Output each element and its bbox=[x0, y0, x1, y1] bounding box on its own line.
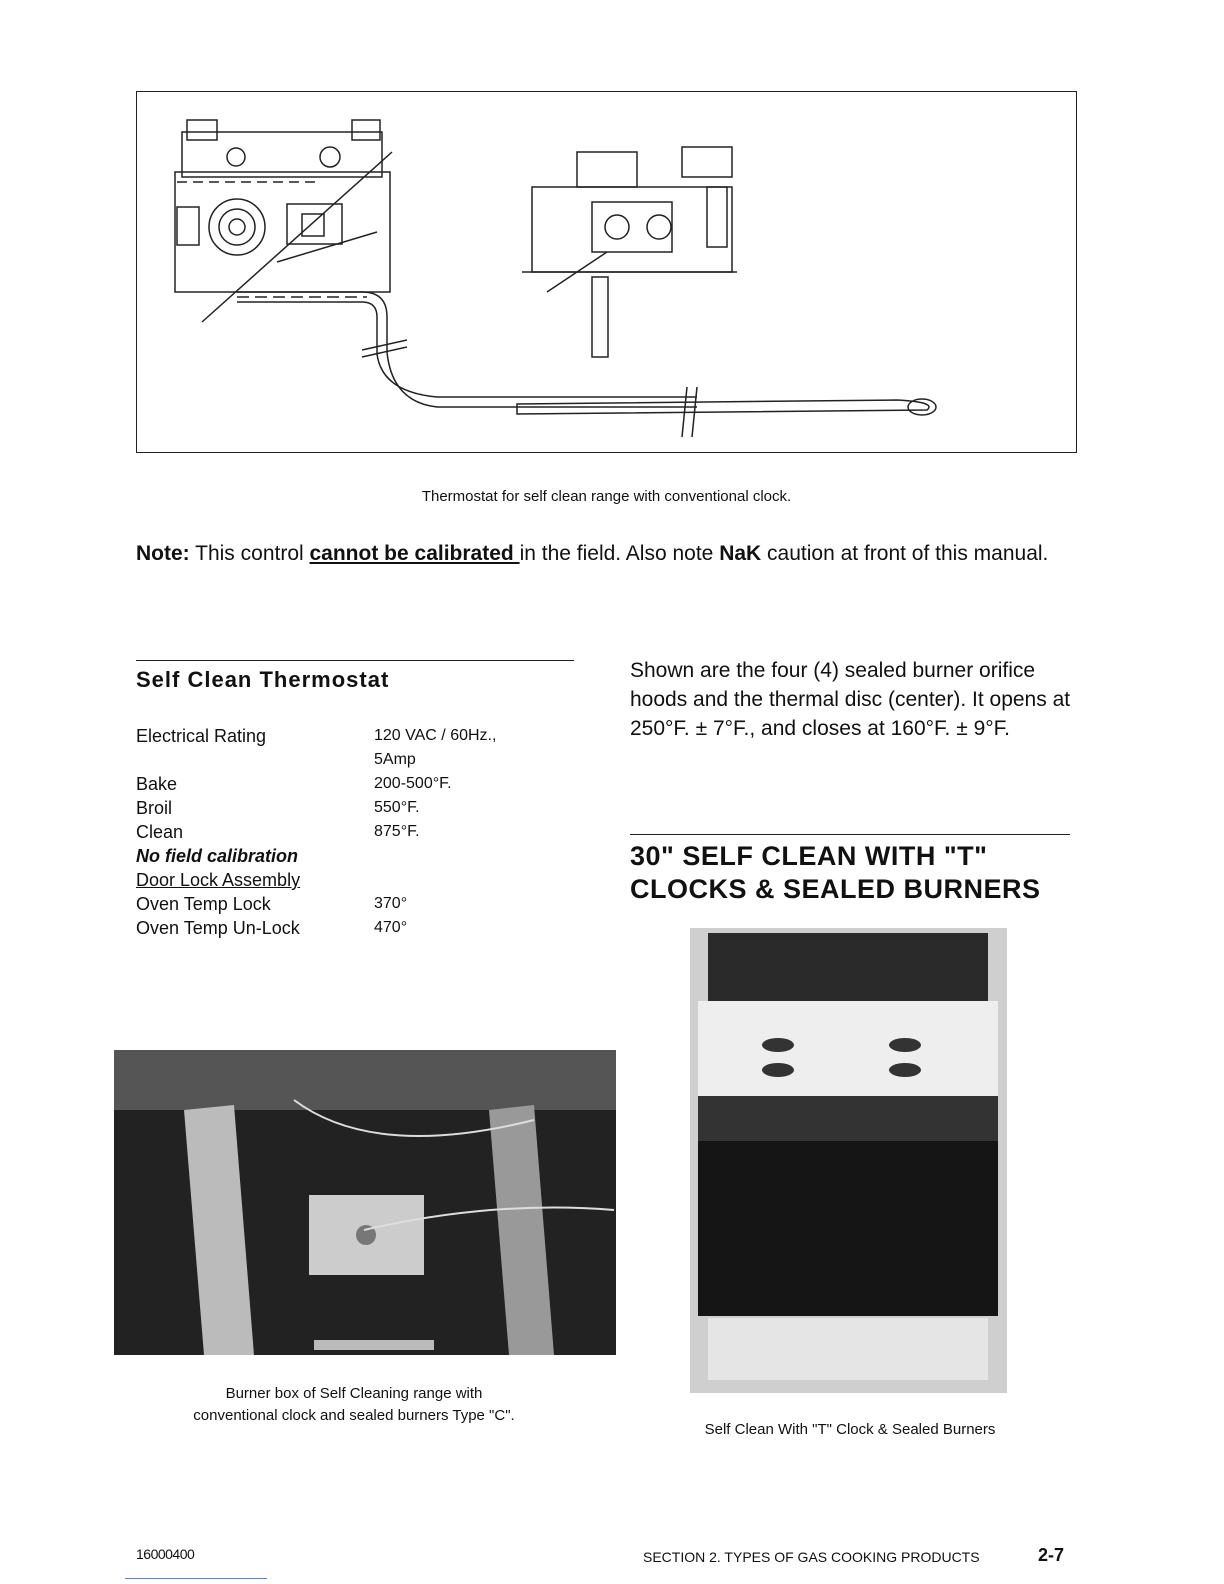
spec-row: Oven Temp Un-Lock 470° bbox=[136, 918, 408, 938]
spec-divider bbox=[136, 660, 574, 661]
thermostat-diagram-frame bbox=[136, 91, 1077, 453]
sealed-burner-description: Shown are the four (4) sealed burner orifice hoods and the thermal disc (center). It opens at 250°F. ± 7°F., and closes at 160°F. ± 9°F. bbox=[630, 659, 1071, 740]
section-footer: SECTION 2. TYPES OF GAS COOKING PRODUCTS bbox=[643, 1549, 980, 1565]
spec-title: Self Clean Thermostat bbox=[136, 667, 390, 692]
spec-row: Broil 550°F. bbox=[136, 798, 420, 818]
spec-row: Electrical Rating 120 VAC / 60Hz., bbox=[136, 726, 497, 746]
note-label: Note: bbox=[136, 542, 190, 565]
page-number: 2-7 bbox=[1038, 1545, 1065, 1565]
doc-number: 16000400 bbox=[136, 1546, 195, 1562]
note-emphasis: cannot be calibrated bbox=[309, 542, 520, 565]
top-figure-caption: Thermostat for self clean range with conventional clock. bbox=[421, 488, 792, 505]
footer-link-rule bbox=[125, 1578, 267, 1579]
range-photo-caption: Self Clean With "T" Clock & Sealed Burners bbox=[704, 1421, 996, 1438]
section-heading: 30" SELF CLEAN WITH "T" CLOCKS & SEALED BURNERS bbox=[630, 841, 1041, 904]
spec-row: No field calibration bbox=[136, 846, 299, 866]
burner-box-caption: Burner box of Self Cleaning range with conventional clock and sealed burners Type "C". bbox=[193, 1385, 515, 1424]
calibration-note: Note: This control cannot be calibrated in the field. Also note NaK caution at front of this manual. bbox=[136, 542, 1049, 565]
burner-box-photo bbox=[114, 1050, 616, 1355]
spec-row: 5Amp bbox=[374, 751, 416, 768]
range-photo bbox=[690, 928, 1007, 1393]
heading-divider bbox=[630, 834, 1070, 835]
thermostat-diagram bbox=[137, 92, 1078, 454]
spec-table bbox=[136, 724, 576, 940]
spec-row: Door Lock Assembly bbox=[136, 870, 301, 890]
spec-row: Clean 875°F. bbox=[136, 822, 420, 842]
nak-label: NaK bbox=[719, 542, 762, 565]
spec-row: Oven Temp Lock 370° bbox=[136, 894, 408, 914]
spec-row: Bake 200-500°F. bbox=[136, 774, 452, 794]
